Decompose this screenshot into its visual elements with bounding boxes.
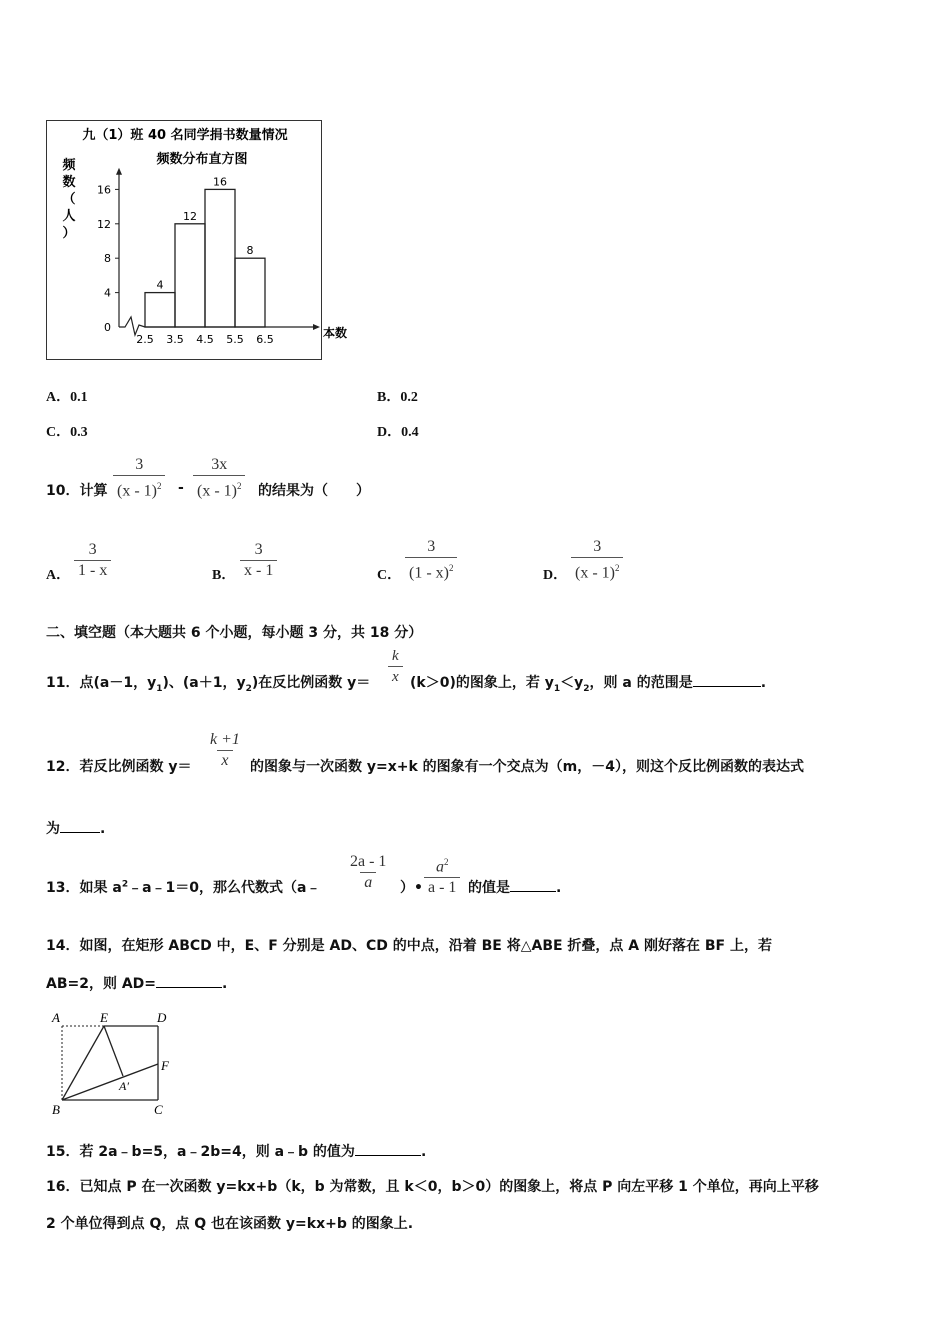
rectangle-fold-figure (46, 1008, 186, 1120)
q11-part3: )在反比例函数 y＝ (251, 675, 371, 691)
q14-line2-text: AB=2，则 AD= (46, 976, 157, 992)
option-b[interactable]: B．0.2 (377, 390, 418, 405)
q10-opt-c-den-text: (1 - x) (409, 564, 449, 582)
q13-end: . (556, 880, 562, 896)
y-axis-label-char: （ (62, 192, 76, 207)
q14-line1: 14．如图，在矩形 ABCD 中，E、F 分别是 AD、CD 的中点，沿着 BE 将△ABE 折叠，点 A 刚好落在 BF 上，若 (46, 938, 772, 954)
q12-frac-den (217, 750, 232, 771)
y-tick-label: 12 (97, 217, 111, 231)
q10-term2-exp: 2 (236, 481, 242, 491)
section-heading: 二、填空题（本大题共 6 个小题，每小题 3 分，共 18 分） (46, 625, 423, 641)
q11-part1: 11．点(a－1，y (46, 675, 157, 691)
label-b: B (52, 1102, 60, 1117)
segment-ea-prime (104, 1026, 123, 1076)
q13-frac2-num (432, 852, 453, 877)
bar-value-label: 16 (213, 175, 227, 189)
q11-end: . (760, 675, 767, 691)
q11-fraction (388, 646, 403, 687)
bar-value-label: 4 (156, 278, 164, 292)
q14-end: . (222, 976, 228, 992)
q10-term1-exp: 2 (156, 481, 162, 491)
q13-fraction2 (424, 852, 460, 898)
q10-opt-d-den-text: (x - 1) (575, 564, 615, 582)
q13-frac2-sup: 2 (443, 857, 449, 867)
option-c[interactable]: C．0.3 (46, 425, 88, 440)
y-tick-label: 8 (104, 252, 111, 266)
q10-term1 (113, 455, 165, 501)
q15-text (46, 1141, 426, 1161)
x-axis-label: 本数 (323, 326, 348, 340)
q12-text: 的图象与一次函数 y=x+k 的图象有一个交点为（m，－4），则这个反比例函数的表达式 (250, 759, 805, 775)
histogram-figure (46, 120, 348, 360)
q11-frac-num-text: k (392, 648, 399, 664)
y-axis-label-char: 频 (62, 158, 76, 173)
q10-term1-den-text: (x - 1) (117, 482, 157, 500)
q10-suffix: 的结果为（ ） (258, 483, 370, 499)
q12-fraction (206, 730, 244, 771)
q13-answer-blank[interactable] (510, 891, 556, 892)
q10-term2-num: 3x (211, 456, 228, 473)
chart-title-line2: 频数分布直方图 (156, 152, 248, 167)
q13-mid: ）• (400, 880, 423, 896)
q16-line2: 2 个单位得到点 Q，点 Q 也在该函数 y=kx+b 的图象上. (46, 1216, 414, 1232)
q10-opt-b-label[interactable]: B． (212, 568, 236, 583)
bar-value-label: 8 (246, 244, 254, 258)
q10-opt-a-den: 1 - x (74, 560, 111, 581)
q10-term2 (193, 455, 245, 501)
q10-opt-d-num: 3 (593, 538, 602, 555)
q11-part2: )、(a＋1，y (162, 675, 246, 691)
histogram-bar (205, 189, 235, 327)
q12-end: . (100, 821, 106, 837)
q13-part2: ﹣a﹣1＝0，那么代数式（a﹣ (128, 880, 321, 896)
y-axis-arrow (116, 168, 122, 175)
q13-frac1-den-text: a (364, 874, 373, 891)
label-a-prime: A′ (119, 1079, 129, 1093)
label-f: F (161, 1058, 169, 1073)
x-tick-label: 5.5 (226, 333, 244, 346)
q11-frac-den-text: x (392, 669, 399, 685)
label-d: D (157, 1010, 167, 1025)
q10-opt-d-frac[interactable] (571, 537, 623, 583)
q10-minus: - (178, 480, 184, 496)
q12-frac-den-text: x (221, 752, 229, 769)
q13-prefix (46, 877, 320, 897)
y-tick-label: 0 (104, 321, 111, 334)
q10-prefix: 10．计算 (46, 483, 108, 499)
chart-title-line1: 九（1）班 40 名同学捐书数量情况 (82, 128, 288, 143)
bar-value-label: 12 (183, 209, 197, 223)
y-axis-label-char: 人 (62, 209, 76, 224)
q13-suffix (468, 877, 561, 897)
q10-term1-den (113, 475, 165, 501)
q10-opt-d-den (571, 557, 623, 583)
x-tick-label: 4.5 (196, 333, 214, 346)
q10-opt-a-num: 3 (88, 541, 97, 558)
q11-text-2 (410, 672, 766, 694)
q13-frac1-den (360, 872, 376, 893)
histogram-bar (235, 258, 265, 327)
label-e: E (100, 1010, 108, 1025)
q12-frac-num-text: k +1 (210, 731, 240, 748)
segment-bf (62, 1064, 158, 1100)
q15-end: . (420, 1144, 427, 1160)
q13-part1: 13．如果 a (46, 880, 122, 896)
q10-opt-c-label[interactable]: C． (377, 568, 402, 583)
histogram-chart (47, 121, 348, 359)
q15-answer-blank[interactable] (355, 1155, 421, 1156)
q14-line2 (46, 973, 227, 993)
q12-prefix: 12．若反比例函数 y＝ (46, 759, 192, 775)
q11-part5: ＜y (560, 675, 584, 691)
q12-line2 (46, 818, 105, 838)
q10-term2-den-text: (x - 1) (197, 482, 237, 500)
q10-opt-b-frac[interactable] (240, 540, 277, 581)
q10-opt-a-label[interactable]: A． (46, 568, 71, 583)
q10-opt-c-exp: 2 (448, 563, 454, 573)
q10-term1-num: 3 (135, 456, 144, 473)
q11-text (46, 672, 370, 694)
label-c: C (154, 1102, 163, 1117)
q10-opt-a-frac[interactable] (74, 540, 111, 581)
x-axis-arrow (313, 324, 320, 330)
option-d[interactable]: D．0.4 (377, 425, 419, 440)
q13-frac2-den: a - 1 (424, 877, 460, 898)
y-tick-label: 4 (104, 286, 111, 300)
q11-frac-den (388, 666, 403, 687)
q13-fraction1 (346, 852, 390, 893)
histogram-bar (145, 293, 175, 327)
histogram-bar (175, 224, 205, 327)
q12-line2-text: 为 (46, 821, 60, 837)
y-axis-label-char: ） (62, 226, 76, 241)
q10-opt-c-den (405, 557, 457, 583)
q11-sub1: 1 (156, 683, 163, 694)
q15-text-content: 15．若 2a﹣b=5，a﹣2b=4，则 a﹣b 的值为 (46, 1144, 355, 1160)
q13-frac1-num: 2a - 1 (350, 853, 387, 870)
option-a[interactable]: A．0.1 (46, 390, 88, 405)
q13-sup: 2 (121, 879, 129, 890)
q11-part4: (k＞0)的图象上，若 y (410, 675, 554, 691)
q16-line1: 16．已知点 P 在一次函数 y=kx+b（k，b 为常数，且 k＜0，b＞0）的图象上，将点 P 向左平移 1 个单位，再向上平移 (46, 1179, 819, 1195)
q11-sub2: 2 (245, 683, 252, 694)
q10-opt-d-exp: 2 (614, 563, 620, 573)
q13-frac2-num-text: a (435, 858, 444, 876)
q12-answer-blank[interactable] (60, 832, 100, 833)
y-tick-label: 16 (97, 183, 111, 197)
q13-part4: 的值是 (468, 880, 510, 896)
q11-answer-blank[interactable] (693, 686, 761, 687)
q12-frac-num (206, 730, 244, 750)
q11-part6: ，则 a 的范围是 (589, 675, 693, 691)
segment-be (62, 1026, 104, 1100)
q14-answer-blank[interactable] (156, 987, 222, 988)
q10-opt-c-num: 3 (427, 538, 436, 555)
q11-sub3: 1 (553, 683, 561, 694)
q11-sub4: 2 (583, 683, 590, 694)
q10-opt-b-num: 3 (254, 541, 263, 558)
label-a: A (52, 1010, 60, 1025)
q10-opt-d-label[interactable]: D． (543, 568, 568, 583)
q10-term2-den (193, 475, 245, 501)
q10-opt-b-den: x - 1 (240, 560, 277, 581)
x-tick-label: 3.5 (166, 333, 184, 346)
y-axis-label-char: 数 (62, 175, 76, 190)
q10-opt-c-frac[interactable] (405, 537, 457, 583)
x-tick-label: 2.5 (136, 333, 154, 346)
q11-frac-num (388, 646, 403, 666)
x-tick-label: 6.5 (256, 333, 274, 346)
